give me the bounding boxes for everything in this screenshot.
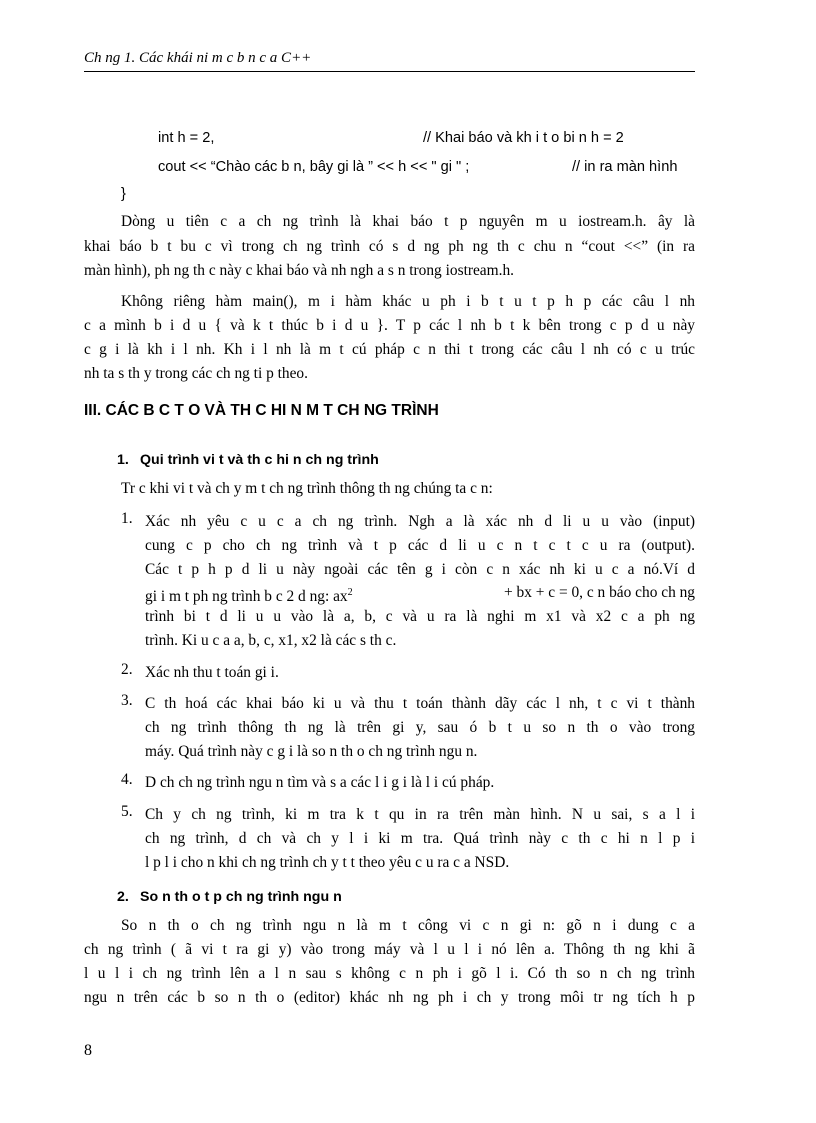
step-5-line-2: ch ng trình, d ch và ch y l i ki m tra. Quá trình này c th c hi n l p i — [145, 830, 695, 847]
running-header: Ch ng 1. Các khái ni m c b n c a C++ — [84, 50, 312, 66]
page-number: 8 — [84, 1042, 92, 1059]
step-1-number: 1. — [121, 510, 133, 527]
step-3-line-2: ch ng trình thông th ng là trên gi y, sau ó b t u so n th o vào trong — [145, 719, 695, 736]
step-5-number: 5. — [121, 803, 133, 820]
step-5-line-1: Ch y ch ng trình, ki m tra k t qu in ra trên màn hình. N u sai, s a l i — [145, 806, 695, 823]
code-comment-1: // Khai báo và kh i t o bi n h = 2 — [423, 130, 624, 146]
step-1-line-3: Các t p h p d li u này ngoài các tên g i còn c n xác nh ki u c a nó.Ví d — [145, 561, 695, 578]
para1-line-3: màn hình), ph ng th c này c khai báo và nh ngh a s n trong iostream.h. — [84, 262, 514, 279]
sub2-number: 2. — [117, 889, 129, 905]
code-line-1: int h = 2, — [158, 130, 215, 146]
step-4-number: 4. — [121, 771, 133, 788]
step-1-equation-lead: gi i m t ph ng trình b c 2 d ng: $ax^2$ — [145, 587, 353, 606]
equation-superscript: 2 — [347, 587, 353, 598]
para2-line-3: c g i là kh i l nh. Kh i l nh là m t cú pháp c n thi t trong các câu l nh có c u trúc — [84, 341, 695, 358]
para2-line-1: Không riêng hàm main(), m i hàm khác u ph i b t u t p h p các câu l nh — [121, 293, 695, 310]
step-1-line-1: Xác nh yêu c u c a ch ng trình. Ngh a là xác nh d li u u vào (input) — [145, 513, 695, 530]
step-4-line-1: D ch ch ng trình ngu n tìm và s a các l i g i là l i cú pháp. — [145, 774, 495, 791]
para1-line-2: khai báo b t bu c vì trong ch ng trình có s d ng ph ng th c chu n “cout <<” (in ra — [84, 238, 695, 255]
sub2-line-1: So n th o ch ng trình ngu n là m t công vi c n gi n: gõ n i dung c a — [121, 917, 695, 934]
para1-line-1: Dòng u tiên c a ch ng trình là khai báo t p nguyên m u iostream.h. ây là — [121, 213, 695, 230]
sub1-intro: Tr c khi vi t và ch y m t ch ng trình thông th ng chúng ta c n: — [121, 480, 493, 497]
step-3-line-1: C th hoá các khai báo ki u và thu t toán thành dãy các l nh, t c vi t thành — [145, 695, 695, 712]
sub2-title: So n th o t p ch ng trình ngu n — [140, 889, 342, 905]
sub2-line-2: ch ng trình ( ã vi t ra gi y) vào trong máy và l u l i nó lên a. Thông th ng khi ã — [84, 941, 695, 958]
step-1-line-2: cung c p cho ch ng trình và t p các d li u c n t c t c u ra (output). — [145, 537, 695, 554]
step-2-number: 2. — [121, 661, 133, 678]
step-1-line-5: trình bi t d li u u vào là a, b, c và u ra là nghi m x1 và x2 c a ph ng — [145, 608, 695, 625]
sub1-title: Qui trình vi t và th c hi n ch ng trình — [140, 452, 379, 468]
code-closing-brace: } — [121, 186, 126, 202]
para2-line-4: nh ta s th y trong các ch ng ti p theo. — [84, 365, 308, 382]
step-1-line-6: trình. Ki u c a a, b, c, x1, x2 là các s th c. — [145, 632, 397, 649]
step-3-number: 3. — [121, 692, 133, 709]
step-2-line-1: Xác nh thu t toán gi i. — [145, 664, 279, 681]
sub1-number: 1. — [117, 452, 129, 468]
step-3-line-3: máy. Quá trình này c g i là so n th o ch ng trình ngu n. — [145, 743, 478, 760]
step-1-equation-rest: + bx + c = 0, c n báo cho ch ng — [503, 584, 695, 601]
header-rule — [84, 71, 695, 72]
para2-line-2: c a mình b i d u { và k t thúc b i d u }. T p các l nh b t k bên trong c p d u này — [84, 317, 695, 334]
step-5-line-3: l p l i cho n khi ch ng trình ch y t t theo yêu c u ra c a NSD. — [145, 854, 510, 871]
code-line-2: cout << “Chào các b n, bây gi là ” << h << " gi " ; — [158, 159, 470, 175]
sub2-line-4: ngu n trên các b so n th o (editor) khác nh ng ph i ch y trong môi tr ng tích h p — [84, 989, 695, 1006]
section-heading: III. CÁC B C T O VÀ TH C HI N M T CH NG TRÌNH — [84, 402, 439, 419]
code-comment-2: // in ra màn hình — [572, 159, 678, 175]
sub2-line-3: l u l i ch ng trình lên a l n sau s không c n ph i gõ l i. Có th so n ch ng trình — [84, 965, 695, 982]
